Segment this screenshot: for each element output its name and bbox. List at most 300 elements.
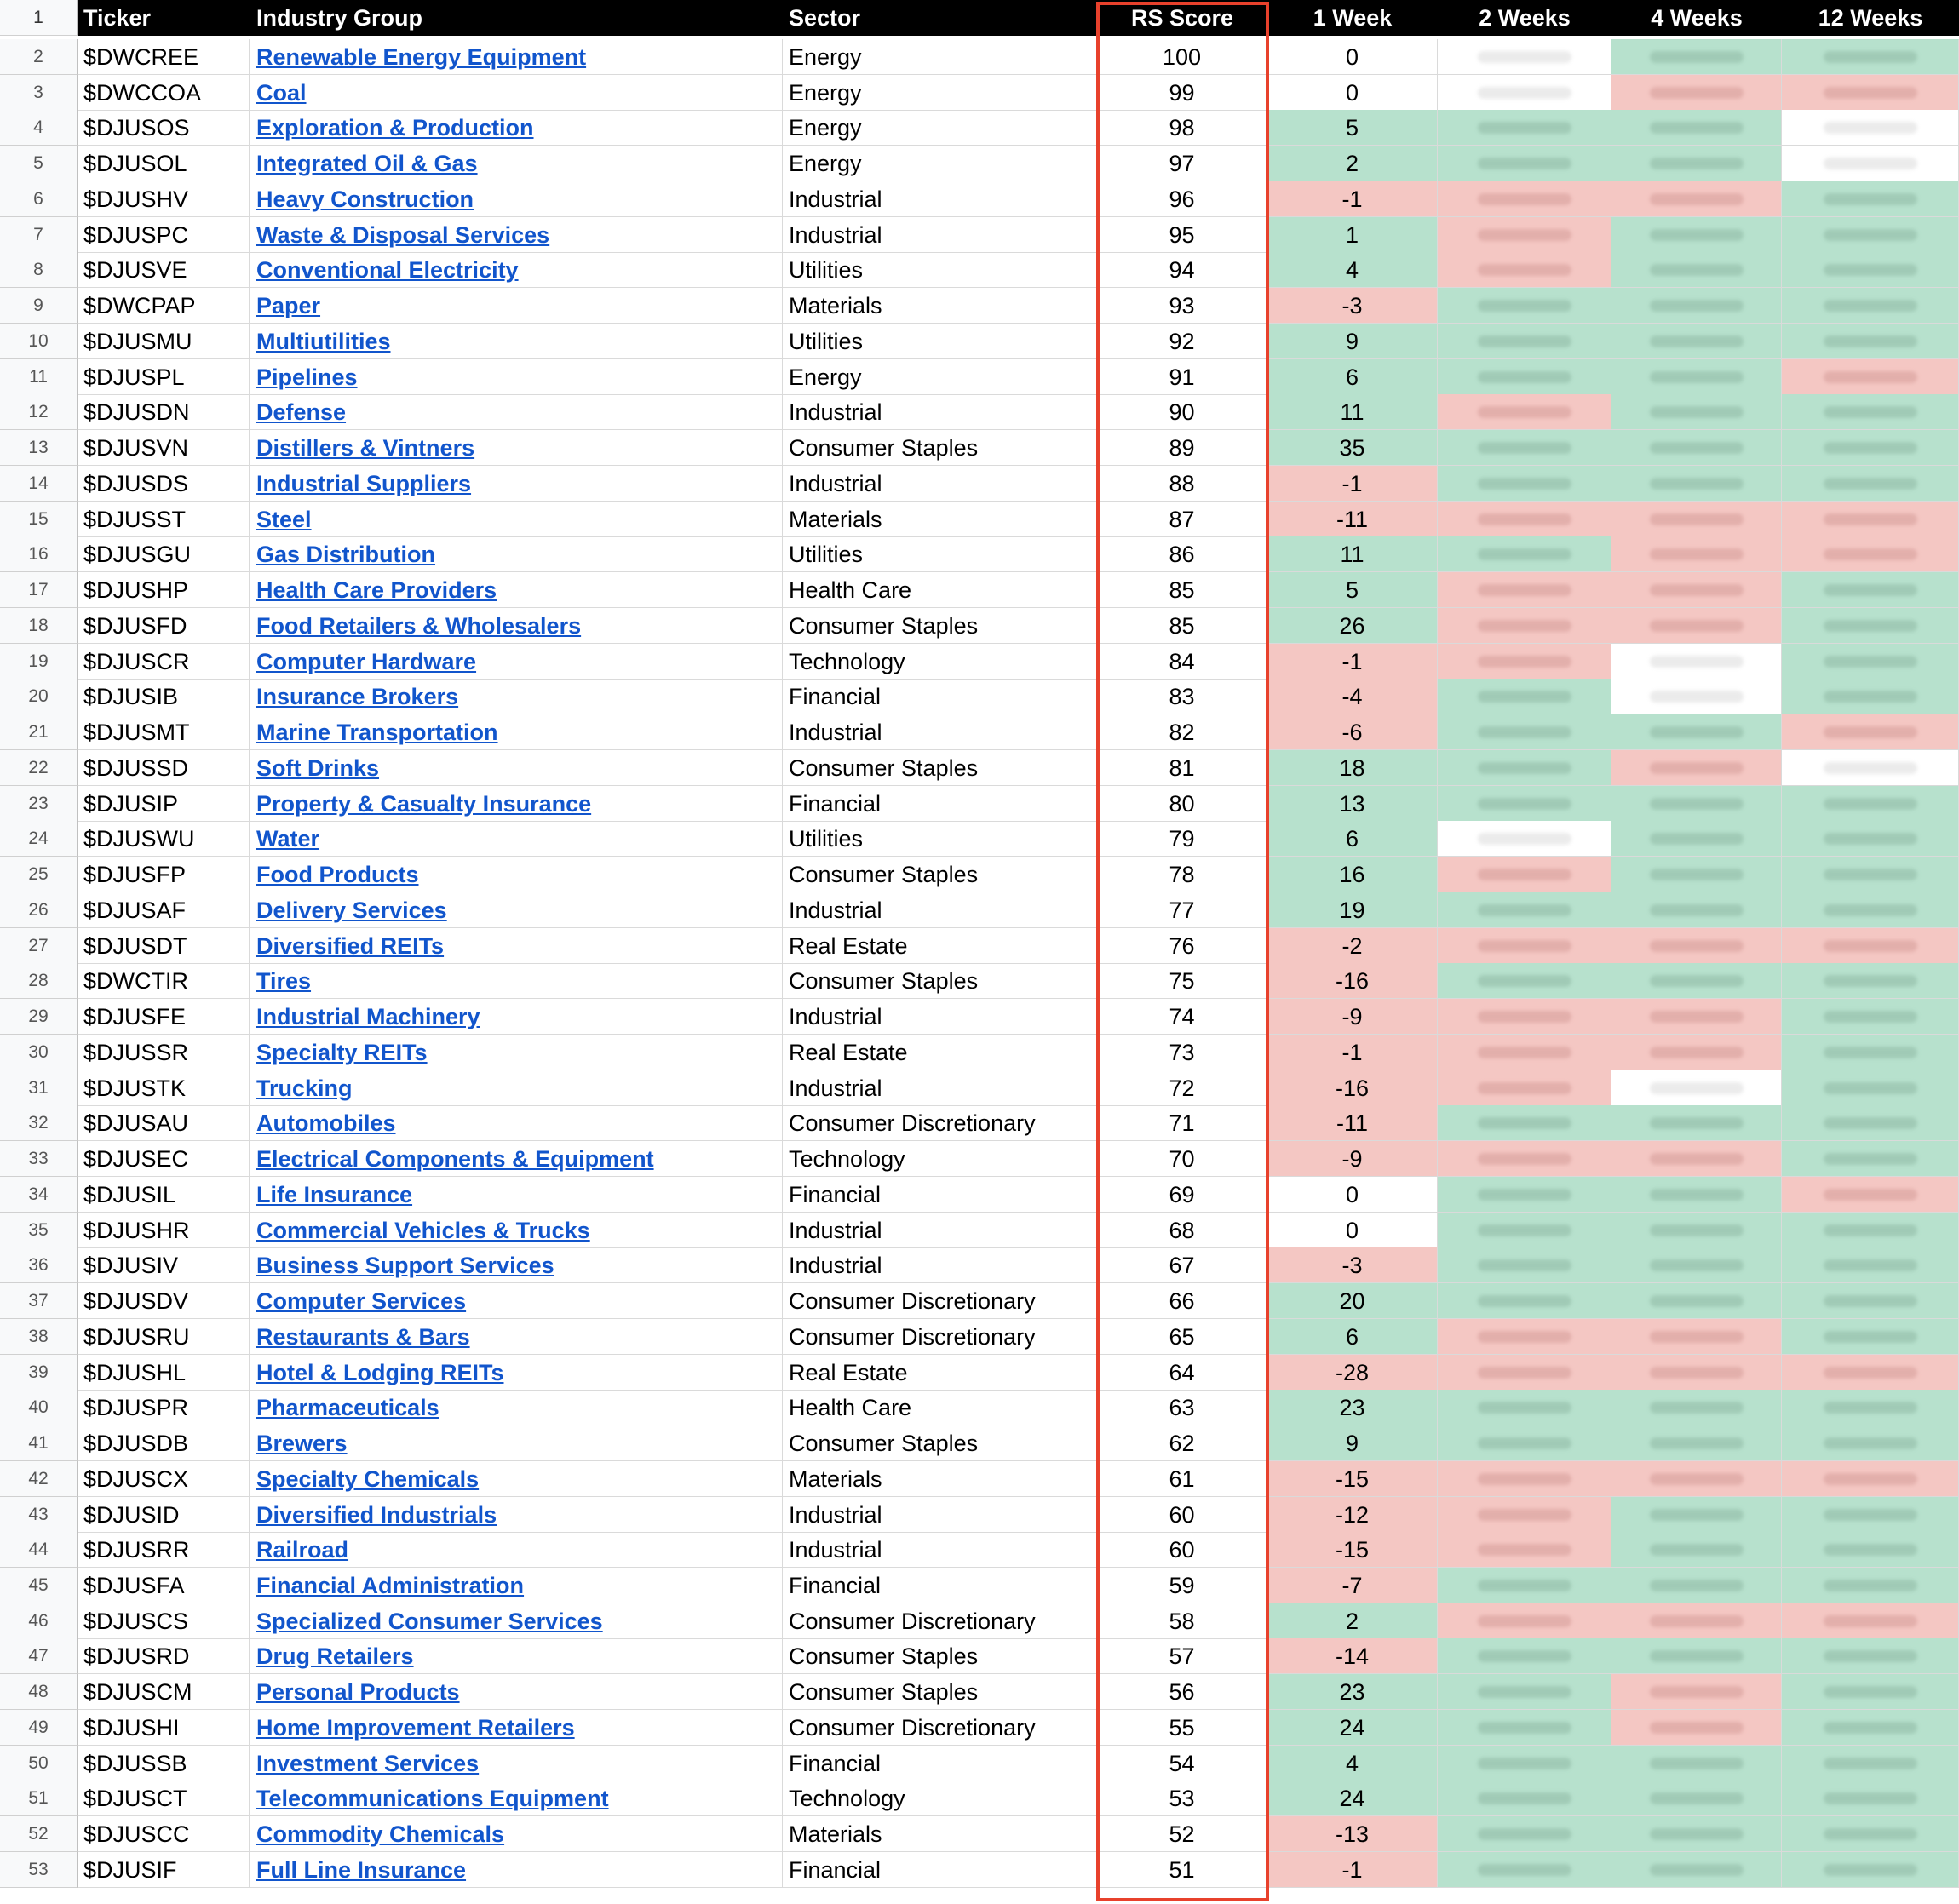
table-row[interactable] — [78, 1105, 1959, 1141]
week2-change-cell[interactable] — [1438, 999, 1611, 1035]
rs-score-cell[interactable]: 64 — [1097, 1355, 1267, 1391]
column-header-industry-group[interactable]: Industry Group — [250, 0, 783, 36]
industry-group-link[interactable]: Home Improvement Retailers — [256, 1715, 575, 1741]
week2-change-cell[interactable] — [1438, 1247, 1611, 1283]
table-row[interactable] — [78, 1461, 1959, 1497]
industry-group-cell[interactable] — [250, 359, 783, 395]
industry-group-cell[interactable] — [250, 146, 783, 181]
industry-group-cell[interactable] — [250, 1674, 783, 1710]
industry-group-link[interactable]: Integrated Oil & Gas — [256, 151, 478, 176]
industry-group-link[interactable]: Personal Products — [256, 1679, 460, 1705]
industry-group-cell[interactable] — [250, 1070, 783, 1106]
week12-change-cell[interactable] — [1782, 110, 1959, 146]
table-row[interactable] — [78, 1213, 1959, 1248]
week4-change-cell[interactable] — [1611, 75, 1782, 111]
table-row[interactable] — [78, 430, 1959, 466]
industry-group-cell[interactable] — [250, 110, 783, 146]
week1-change-cell[interactable]: -1 — [1267, 466, 1438, 502]
ticker-cell[interactable]: $DJUSCT — [78, 1781, 250, 1816]
rs-score-cell[interactable]: 85 — [1097, 608, 1267, 644]
week12-change-cell[interactable] — [1782, 892, 1959, 928]
sector-cell[interactable]: Materials — [783, 502, 1097, 537]
week12-change-cell[interactable] — [1782, 1141, 1959, 1177]
column-header-ticker[interactable]: Ticker — [78, 0, 250, 36]
week1-change-cell[interactable]: -14 — [1267, 1638, 1438, 1674]
industry-group-cell[interactable] — [250, 1603, 783, 1639]
week12-change-cell[interactable] — [1782, 1177, 1959, 1213]
row-number[interactable]: 13 — [0, 430, 78, 466]
week1-change-cell[interactable]: 6 — [1267, 821, 1438, 857]
sector-cell[interactable]: Industrial — [783, 1247, 1097, 1283]
week2-change-cell[interactable] — [1438, 252, 1611, 288]
table-row[interactable] — [78, 1781, 1959, 1816]
week12-change-cell[interactable] — [1782, 750, 1959, 786]
ticker-cell[interactable]: $DJUSRU — [78, 1319, 250, 1355]
sector-cell[interactable]: Industrial — [783, 1532, 1097, 1568]
industry-group-cell[interactable] — [250, 1497, 783, 1533]
table-row[interactable] — [78, 999, 1959, 1035]
table-row[interactable] — [78, 324, 1959, 359]
industry-group-cell[interactable] — [250, 217, 783, 253]
industry-group-link[interactable]: Business Support Services — [256, 1253, 554, 1278]
ticker-cell[interactable]: $DJUSIL — [78, 1177, 250, 1213]
week2-change-cell[interactable] — [1438, 1816, 1611, 1852]
industry-group-link[interactable]: Specialized Consumer Services — [256, 1609, 603, 1634]
week4-change-cell[interactable] — [1611, 39, 1782, 75]
row-number[interactable]: 35 — [0, 1213, 78, 1248]
row-number-header[interactable]: 1 — [0, 0, 78, 36]
rs-score-cell[interactable]: 84 — [1097, 644, 1267, 680]
sector-cell[interactable]: Real Estate — [783, 1035, 1097, 1070]
industry-group-link[interactable]: Gas Distribution — [256, 542, 436, 567]
week4-change-cell[interactable] — [1611, 502, 1782, 537]
ticker-cell[interactable]: $DJUSHI — [78, 1710, 250, 1746]
row-number[interactable]: 31 — [0, 1070, 78, 1106]
rs-score-cell[interactable]: 99 — [1097, 75, 1267, 111]
week1-change-cell[interactable]: -16 — [1267, 1070, 1438, 1106]
rs-score-cell[interactable]: 63 — [1097, 1390, 1267, 1425]
table-row[interactable] — [78, 217, 1959, 253]
sector-cell[interactable]: Financial — [783, 679, 1097, 714]
ticker-cell[interactable]: $DJUSDN — [78, 394, 250, 430]
ticker-cell[interactable]: $DJUSRR — [78, 1532, 250, 1568]
rs-score-cell[interactable]: 92 — [1097, 324, 1267, 359]
week1-change-cell[interactable]: 26 — [1267, 608, 1438, 644]
week12-change-cell[interactable] — [1782, 1532, 1959, 1568]
week1-change-cell[interactable]: -15 — [1267, 1532, 1438, 1568]
table-row[interactable] — [78, 1425, 1959, 1461]
industry-group-cell[interactable] — [250, 1532, 783, 1568]
table-row[interactable] — [78, 1746, 1959, 1781]
week1-change-cell[interactable]: -1 — [1267, 1852, 1438, 1888]
row-number[interactable]: 28 — [0, 963, 78, 999]
week2-change-cell[interactable] — [1438, 1425, 1611, 1461]
industry-group-cell[interactable] — [250, 1283, 783, 1319]
sector-cell[interactable]: Technology — [783, 1781, 1097, 1816]
week12-change-cell[interactable] — [1782, 821, 1959, 857]
week2-change-cell[interactable] — [1438, 1710, 1611, 1746]
sector-cell[interactable]: Industrial — [783, 181, 1097, 217]
week4-change-cell[interactable] — [1611, 1532, 1782, 1568]
rs-score-cell[interactable]: 95 — [1097, 217, 1267, 253]
week4-change-cell[interactable] — [1611, 1247, 1782, 1283]
week1-change-cell[interactable]: -11 — [1267, 1105, 1438, 1141]
week4-change-cell[interactable] — [1611, 1746, 1782, 1781]
rs-score-cell[interactable]: 85 — [1097, 572, 1267, 608]
week12-change-cell[interactable] — [1782, 1497, 1959, 1533]
table-row[interactable] — [78, 928, 1959, 964]
column-header-rs-score[interactable]: RS Score — [1097, 0, 1267, 36]
week4-change-cell[interactable] — [1611, 1603, 1782, 1639]
row-number[interactable]: 8 — [0, 252, 78, 288]
week2-change-cell[interactable] — [1438, 821, 1611, 857]
rs-score-cell[interactable]: 62 — [1097, 1425, 1267, 1461]
week12-change-cell[interactable] — [1782, 608, 1959, 644]
week2-change-cell[interactable] — [1438, 1177, 1611, 1213]
industry-group-link[interactable]: Life Insurance — [256, 1182, 413, 1207]
week1-change-cell[interactable]: 11 — [1267, 394, 1438, 430]
industry-group-link[interactable]: Full Line Insurance — [256, 1857, 467, 1883]
week1-change-cell[interactable]: -12 — [1267, 1497, 1438, 1533]
week12-change-cell[interactable] — [1782, 536, 1959, 572]
industry-group-cell[interactable] — [250, 1852, 783, 1888]
week12-change-cell[interactable] — [1782, 359, 1959, 395]
row-number[interactable]: 6 — [0, 181, 78, 217]
week12-change-cell[interactable] — [1782, 963, 1959, 999]
table-row[interactable] — [78, 1177, 1959, 1213]
row-number[interactable]: 41 — [0, 1425, 78, 1461]
sector-cell[interactable]: Technology — [783, 644, 1097, 680]
row-number[interactable]: 11 — [0, 359, 78, 395]
industry-group-cell[interactable] — [250, 1816, 783, 1852]
week2-change-cell[interactable] — [1438, 1283, 1611, 1319]
week2-change-cell[interactable] — [1438, 1674, 1611, 1710]
sector-cell[interactable]: Health Care — [783, 1390, 1097, 1425]
rs-score-cell[interactable]: 79 — [1097, 821, 1267, 857]
industry-group-cell[interactable] — [250, 963, 783, 999]
rs-score-cell[interactable]: 98 — [1097, 110, 1267, 146]
ticker-cell[interactable]: $DJUSRD — [78, 1638, 250, 1674]
week4-change-cell[interactable] — [1611, 1213, 1782, 1248]
week1-change-cell[interactable]: -28 — [1267, 1355, 1438, 1391]
industry-group-cell[interactable] — [250, 1213, 783, 1248]
ticker-cell[interactable]: $DJUSWU — [78, 821, 250, 857]
rs-score-cell[interactable]: 96 — [1097, 181, 1267, 217]
week2-change-cell[interactable] — [1438, 1105, 1611, 1141]
industry-group-cell[interactable] — [250, 1461, 783, 1497]
sector-cell[interactable]: Consumer Discretionary — [783, 1283, 1097, 1319]
week1-change-cell[interactable]: 6 — [1267, 1319, 1438, 1355]
week2-change-cell[interactable] — [1438, 1319, 1611, 1355]
industry-group-link[interactable]: Waste & Disposal Services — [256, 222, 550, 248]
table-row[interactable] — [78, 252, 1959, 288]
rs-score-cell[interactable]: 87 — [1097, 502, 1267, 537]
industry-group-link[interactable]: Coal — [256, 80, 307, 106]
sector-cell[interactable]: Consumer Staples — [783, 608, 1097, 644]
week2-change-cell[interactable] — [1438, 714, 1611, 750]
table-row[interactable] — [78, 1568, 1959, 1603]
table-row[interactable] — [78, 1319, 1959, 1355]
rs-score-cell[interactable]: 93 — [1097, 288, 1267, 324]
rs-score-cell[interactable]: 74 — [1097, 999, 1267, 1035]
week1-change-cell[interactable]: -6 — [1267, 714, 1438, 750]
row-number[interactable]: 19 — [0, 644, 78, 680]
week1-change-cell[interactable]: -3 — [1267, 288, 1438, 324]
table-row[interactable] — [78, 1035, 1959, 1070]
week12-change-cell[interactable] — [1782, 786, 1959, 822]
row-number[interactable]: 42 — [0, 1461, 78, 1497]
ticker-cell[interactable]: $DJUSHP — [78, 572, 250, 608]
table-row[interactable] — [78, 288, 1959, 324]
rs-score-cell[interactable]: 77 — [1097, 892, 1267, 928]
week1-change-cell[interactable]: 23 — [1267, 1390, 1438, 1425]
industry-group-cell[interactable] — [250, 821, 783, 857]
table-row[interactable] — [78, 359, 1959, 395]
row-number[interactable]: 52 — [0, 1816, 78, 1852]
week2-change-cell[interactable] — [1438, 1603, 1611, 1639]
week1-change-cell[interactable]: 23 — [1267, 1674, 1438, 1710]
ticker-cell[interactable]: $DJUSDB — [78, 1425, 250, 1461]
table-row[interactable] — [78, 181, 1959, 217]
industry-group-cell[interactable] — [250, 1247, 783, 1283]
week1-change-cell[interactable]: 9 — [1267, 1425, 1438, 1461]
ticker-cell[interactable]: $DJUSPC — [78, 217, 250, 253]
week4-change-cell[interactable] — [1611, 466, 1782, 502]
sector-cell[interactable]: Utilities — [783, 252, 1097, 288]
week4-change-cell[interactable] — [1611, 110, 1782, 146]
industry-group-cell[interactable] — [250, 1746, 783, 1781]
week12-change-cell[interactable] — [1782, 75, 1959, 111]
week2-change-cell[interactable] — [1438, 1070, 1611, 1106]
row-number[interactable]: 15 — [0, 502, 78, 537]
sector-cell[interactable]: Financial — [783, 1177, 1097, 1213]
row-number[interactable]: 7 — [0, 217, 78, 253]
week12-change-cell[interactable] — [1782, 394, 1959, 430]
industry-group-cell[interactable] — [250, 572, 783, 608]
industry-group-cell[interactable] — [250, 928, 783, 964]
week4-change-cell[interactable] — [1611, 1355, 1782, 1391]
row-number[interactable]: 44 — [0, 1532, 78, 1568]
row-number[interactable]: 29 — [0, 999, 78, 1035]
week2-change-cell[interactable] — [1438, 1035, 1611, 1070]
week12-change-cell[interactable] — [1782, 1816, 1959, 1852]
row-number[interactable]: 49 — [0, 1710, 78, 1746]
industry-group-link[interactable]: Specialty Chemicals — [256, 1466, 480, 1492]
week4-change-cell[interactable] — [1611, 750, 1782, 786]
table-row[interactable] — [78, 1283, 1959, 1319]
rs-score-cell[interactable]: 54 — [1097, 1746, 1267, 1781]
rs-score-cell[interactable]: 81 — [1097, 750, 1267, 786]
rs-score-cell[interactable]: 80 — [1097, 786, 1267, 822]
ticker-cell[interactable]: $DJUSHV — [78, 181, 250, 217]
week2-change-cell[interactable] — [1438, 1568, 1611, 1603]
row-number[interactable]: 12 — [0, 394, 78, 430]
industry-group-cell[interactable] — [250, 75, 783, 111]
ticker-cell[interactable]: $DJUSCS — [78, 1603, 250, 1639]
industry-group-link[interactable]: Health Care Providers — [256, 577, 497, 603]
week4-change-cell[interactable] — [1611, 1141, 1782, 1177]
industry-group-cell[interactable] — [250, 1390, 783, 1425]
row-number[interactable]: 20 — [0, 679, 78, 714]
industry-group-link[interactable]: Commodity Chemicals — [256, 1821, 505, 1847]
ticker-cell[interactable]: $DJUSSR — [78, 1035, 250, 1070]
table-row[interactable] — [78, 786, 1959, 822]
industry-group-cell[interactable] — [250, 1781, 783, 1816]
week4-change-cell[interactable] — [1611, 324, 1782, 359]
week2-change-cell[interactable] — [1438, 1852, 1611, 1888]
industry-group-cell[interactable] — [250, 1141, 783, 1177]
week1-change-cell[interactable]: 0 — [1267, 1177, 1438, 1213]
sector-cell[interactable]: Industrial — [783, 217, 1097, 253]
rs-score-cell[interactable]: 76 — [1097, 928, 1267, 964]
industry-group-link[interactable]: Industrial Suppliers — [256, 471, 472, 496]
week4-change-cell[interactable] — [1611, 786, 1782, 822]
rs-score-cell[interactable]: 88 — [1097, 466, 1267, 502]
week12-change-cell[interactable] — [1782, 252, 1959, 288]
week12-change-cell[interactable] — [1782, 1070, 1959, 1106]
week2-change-cell[interactable] — [1438, 1390, 1611, 1425]
week1-change-cell[interactable]: -7 — [1267, 1568, 1438, 1603]
week2-change-cell[interactable] — [1438, 1497, 1611, 1533]
week1-change-cell[interactable]: -9 — [1267, 999, 1438, 1035]
week2-change-cell[interactable] — [1438, 288, 1611, 324]
column-header-4-weeks[interactable]: 4 Weeks — [1611, 0, 1782, 36]
industry-group-cell[interactable] — [250, 1425, 783, 1461]
week4-change-cell[interactable] — [1611, 1568, 1782, 1603]
week12-change-cell[interactable] — [1782, 644, 1959, 680]
week1-change-cell[interactable]: -4 — [1267, 679, 1438, 714]
sector-cell[interactable]: Industrial — [783, 999, 1097, 1035]
week2-change-cell[interactable] — [1438, 1141, 1611, 1177]
week2-change-cell[interactable] — [1438, 1781, 1611, 1816]
sector-cell[interactable]: Industrial — [783, 1497, 1097, 1533]
industry-group-cell[interactable] — [250, 181, 783, 217]
week12-change-cell[interactable] — [1782, 1674, 1959, 1710]
industry-group-link[interactable]: Brewers — [256, 1431, 348, 1456]
sector-cell[interactable]: Industrial — [783, 714, 1097, 750]
week1-change-cell[interactable]: -9 — [1267, 1141, 1438, 1177]
industry-group-cell[interactable] — [250, 857, 783, 892]
week4-change-cell[interactable] — [1611, 1177, 1782, 1213]
table-row[interactable] — [78, 110, 1959, 146]
week12-change-cell[interactable] — [1782, 288, 1959, 324]
week4-change-cell[interactable] — [1611, 572, 1782, 608]
rs-score-cell[interactable]: 51 — [1097, 1852, 1267, 1888]
ticker-cell[interactable]: $DJUSVE — [78, 252, 250, 288]
sector-cell[interactable]: Consumer Discretionary — [783, 1105, 1097, 1141]
row-number[interactable]: 39 — [0, 1355, 78, 1391]
industry-group-link[interactable]: Conventional Electricity — [256, 257, 519, 283]
rs-score-cell[interactable]: 59 — [1097, 1568, 1267, 1603]
table-row[interactable] — [78, 466, 1959, 502]
table-row[interactable] — [78, 892, 1959, 928]
ticker-cell[interactable]: $DJUSFA — [78, 1568, 250, 1603]
week12-change-cell[interactable] — [1782, 1355, 1959, 1391]
industry-group-link[interactable]: Water — [256, 826, 320, 852]
week1-change-cell[interactable]: -13 — [1267, 1816, 1438, 1852]
rs-score-cell[interactable]: 61 — [1097, 1461, 1267, 1497]
week1-change-cell[interactable]: 1 — [1267, 217, 1438, 253]
industry-group-cell[interactable] — [250, 1105, 783, 1141]
row-number[interactable]: 14 — [0, 466, 78, 502]
sector-cell[interactable]: Technology — [783, 1141, 1097, 1177]
table-row[interactable] — [78, 394, 1959, 430]
rs-score-cell[interactable]: 97 — [1097, 146, 1267, 181]
week4-change-cell[interactable] — [1611, 1425, 1782, 1461]
week4-change-cell[interactable] — [1611, 1852, 1782, 1888]
rs-score-cell[interactable]: 83 — [1097, 679, 1267, 714]
industry-group-link[interactable]: Drug Retailers — [256, 1643, 414, 1669]
sector-cell[interactable]: Industrial — [783, 1070, 1097, 1106]
industry-group-link[interactable]: Paper — [256, 293, 321, 318]
ticker-cell[interactable]: $DJUSGU — [78, 536, 250, 572]
week1-change-cell[interactable]: 16 — [1267, 857, 1438, 892]
table-row[interactable] — [78, 608, 1959, 644]
week12-change-cell[interactable] — [1782, 39, 1959, 75]
week2-change-cell[interactable] — [1438, 1355, 1611, 1391]
rs-score-cell[interactable]: 52 — [1097, 1816, 1267, 1852]
industry-group-link[interactable]: Financial Administration — [256, 1573, 525, 1598]
week4-change-cell[interactable] — [1611, 1497, 1782, 1533]
rs-score-cell[interactable]: 82 — [1097, 714, 1267, 750]
week12-change-cell[interactable] — [1782, 1461, 1959, 1497]
table-row[interactable] — [78, 536, 1959, 572]
sector-cell[interactable]: Financial — [783, 786, 1097, 822]
week4-change-cell[interactable] — [1611, 1638, 1782, 1674]
industry-group-link[interactable]: Steel — [256, 507, 312, 532]
week1-change-cell[interactable]: 5 — [1267, 110, 1438, 146]
row-number[interactable]: 40 — [0, 1390, 78, 1425]
row-number[interactable]: 17 — [0, 572, 78, 608]
week1-change-cell[interactable]: -15 — [1267, 1461, 1438, 1497]
industry-group-link[interactable]: Computer Services — [256, 1288, 467, 1314]
week1-change-cell[interactable]: -1 — [1267, 644, 1438, 680]
rs-score-cell[interactable]: 60 — [1097, 1497, 1267, 1533]
week12-change-cell[interactable] — [1782, 1710, 1959, 1746]
row-number[interactable]: 9 — [0, 288, 78, 324]
week4-change-cell[interactable] — [1611, 217, 1782, 253]
week12-change-cell[interactable] — [1782, 430, 1959, 466]
sector-cell[interactable]: Industrial — [783, 892, 1097, 928]
sector-cell[interactable]: Energy — [783, 39, 1097, 75]
row-number[interactable]: 2 — [0, 39, 78, 75]
row-number[interactable]: 18 — [0, 608, 78, 644]
week12-change-cell[interactable] — [1782, 502, 1959, 537]
week2-change-cell[interactable] — [1438, 1461, 1611, 1497]
week4-change-cell[interactable] — [1611, 821, 1782, 857]
row-number[interactable]: 21 — [0, 714, 78, 750]
industry-group-cell[interactable] — [250, 1319, 783, 1355]
week4-change-cell[interactable] — [1611, 679, 1782, 714]
ticker-cell[interactable]: $DJUSCR — [78, 644, 250, 680]
week2-change-cell[interactable] — [1438, 394, 1611, 430]
rs-score-cell[interactable]: 57 — [1097, 1638, 1267, 1674]
ticker-cell[interactable]: $DJUSIF — [78, 1852, 250, 1888]
sector-cell[interactable]: Consumer Staples — [783, 1674, 1097, 1710]
industry-group-link[interactable]: Defense — [256, 399, 347, 425]
ticker-cell[interactable]: $DJUSAU — [78, 1105, 250, 1141]
week4-change-cell[interactable] — [1611, 892, 1782, 928]
week1-change-cell[interactable]: 5 — [1267, 572, 1438, 608]
sector-cell[interactable]: Financial — [783, 1568, 1097, 1603]
rs-score-cell[interactable]: 66 — [1097, 1283, 1267, 1319]
week2-change-cell[interactable] — [1438, 644, 1611, 680]
ticker-cell[interactable]: $DWCPAP — [78, 288, 250, 324]
rs-score-cell[interactable]: 75 — [1097, 963, 1267, 999]
industry-group-link[interactable]: Investment Services — [256, 1751, 480, 1776]
sector-cell[interactable]: Materials — [783, 1816, 1097, 1852]
ticker-cell[interactable]: $DJUSDV — [78, 1283, 250, 1319]
